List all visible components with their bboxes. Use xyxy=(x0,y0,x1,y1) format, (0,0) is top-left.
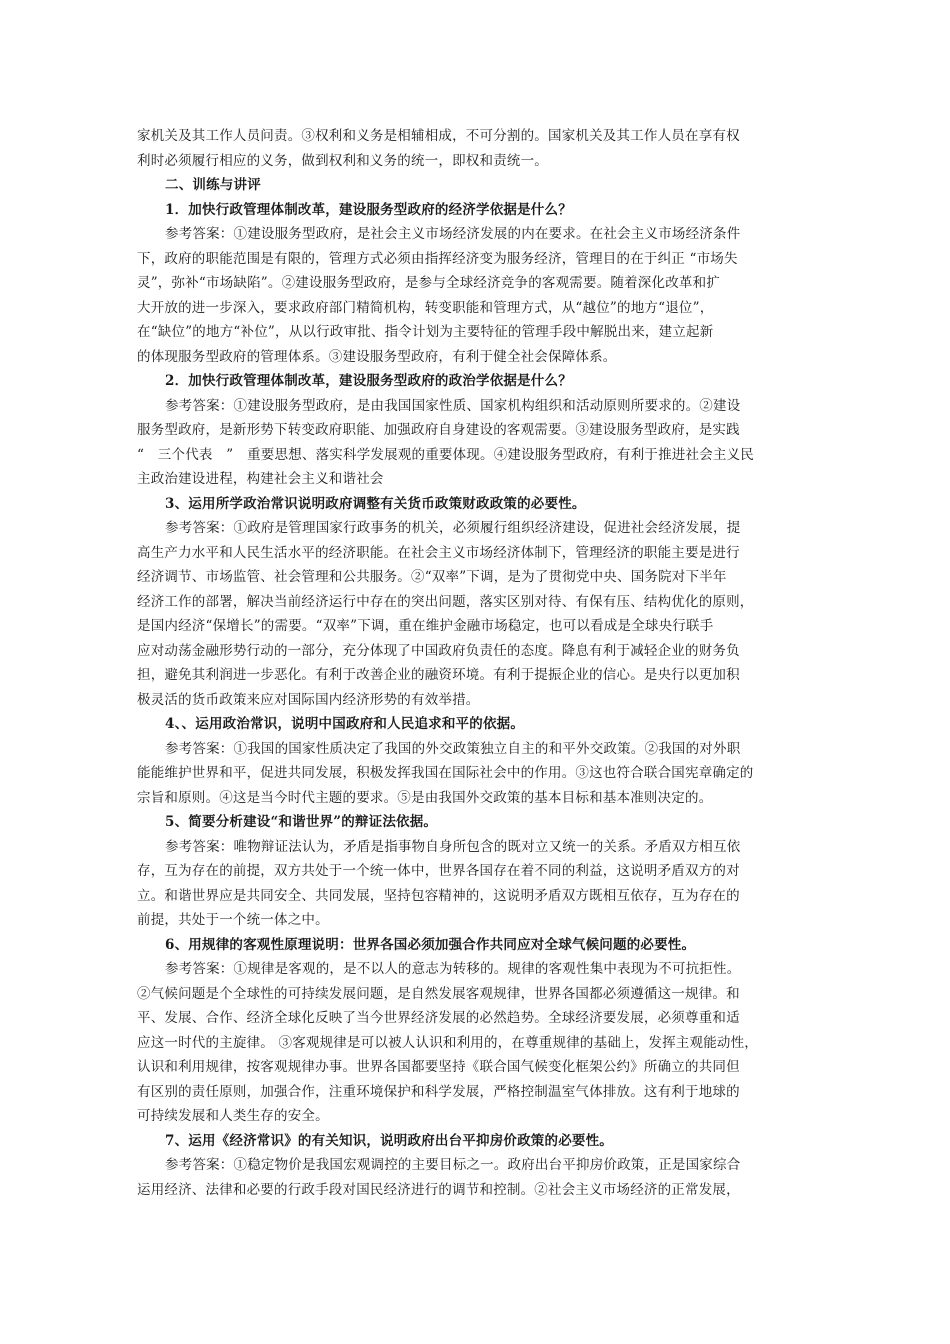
text-line: 在“缺位”的地方“补位”，从以行政审批、指令计划为主要特征的管理手段中解脱出来，建立起新 xyxy=(137,324,714,340)
text-line: 认识和利用规律，按客观规律办事。世界各国都要坚持《联合国气候变化框架公约》所确立的共同但 xyxy=(137,1059,740,1075)
section-heading: 二、训练与讲评 xyxy=(165,177,261,193)
text-line: 前提，共处于一个统一体之中。 xyxy=(137,912,329,928)
text-line: 存，互为存在的前提，双方共处于一个统一体中，世界各国存在着不同的利益，这说明矛盾双方的对 xyxy=(137,863,740,879)
text-line: 的体现服务型政府的管理体系。③建设服务型政府，有利于健全社会保障体系。 xyxy=(137,348,617,365)
text-line: 参考答案：①政府是管理国家行政事务的机关，必须履行组织经济建设，促进社会经济发展，提 xyxy=(165,520,741,536)
text-line: 立。和谐世界应是共同安全、共同发展，坚持包容精神的，这说明矛盾双方既相互依存，互为存在的 xyxy=(137,887,740,904)
text-line: 利时必须履行相应的义务，做到权利和义务的统一，即权和责统一。 xyxy=(137,152,548,169)
text-line: 参考答案：①建设服务型政府，是由我国国家性质、国家机构组织和活动原则所要求的。②建设 xyxy=(165,397,741,414)
text-line: 大开放的进一步深入，要求政府部门精简机构，转变职能和管理方式，从“越位”的地方“退位”， xyxy=(137,299,714,316)
text-line: 服务型政府，是新形势下转变政府职能、加强政府自身建设的客观需要。③建设服务型政府，是实践 xyxy=(137,422,740,438)
text-line: 可持续发展和人类生存的安全。 xyxy=(137,1108,329,1124)
text-line: 参考答案：①规律是客观的，是不以人的意志为转移的。规律的客观性集中表现为不可抗拒性。 xyxy=(165,961,741,977)
text-line: 平、发展、合作、经济全球化反映了当今世界经济发展的必然趋势。全球经济要发展，必须尊重和适 xyxy=(137,1010,740,1026)
section-heading: 2．加快行政管理体制改革，建设服务型政府的政治学依据是什么？ xyxy=(165,373,572,389)
text-line: 经济调节、市场监管、社会管理和公共服务。②“双率”下调，是为了贯彻党中央、国务院对下半年 xyxy=(137,569,727,585)
text-line: 家机关及其工作人员问责。③权利和义务是相辅相成，不可分割的。国家机关及其工作人员在享有权 xyxy=(137,128,740,144)
text-line: “ 三个代表 ” 重要思想、落实科学发展观的重要体现。④建设服务型政府，有利于推进社会主义民 xyxy=(137,446,755,463)
section-heading: 3、运用所学政治常识说明政府调整有关货币政策财政政策的必要性。 xyxy=(165,495,586,512)
text-line: 是国内经济“保增长”的需要。“双率”下调，重在维护金融市场稳定，也可以看成是全球央行联手 xyxy=(137,618,714,634)
text-line: 灵”，弥补“市场缺陷”。②建设服务型政府，是参与全球经济竞争的客观需要。随着深化改革和扩 xyxy=(137,275,721,291)
text-line: 主政治建设进程，构建社会主义和谐社会 xyxy=(137,471,384,487)
text-line: 能能维护世界和平，促进共同发展，积极发挥我国在国际社会中的作用。③这也符合联合国宪章确定的 xyxy=(137,765,754,781)
text-line: 经济工作的部署，解决当前经济运行中存在的突出问题，落实区别对待、有保有压、结构优化的原则， xyxy=(137,593,754,610)
text-line: 参考答案：唯物辩证法认为，矛盾是指事物自身所包含的既对立又统一的关系。矛盾双方相互依 xyxy=(165,838,741,855)
text-line: 应这一时代的主旋律。 ③客观规律是可以被人认识和利用的，在尊重规律的基础上，发挥主观能动性， xyxy=(137,1034,758,1051)
text-line: 参考答案：①建设服务型政府，是社会主义市场经济发展的内在要求。在社会主义市场经济条件 xyxy=(165,226,741,242)
text-line: 下，政府的职能范围是有限的，管理方式必须由指挥经济变为服务经济，管理目的在于纠正 “市场失 xyxy=(137,250,738,267)
text-line: 担，避免其利润进一步恶化。有利于改善企业的融资环境。有利于提振企业的信心。是央行以更加积 xyxy=(137,667,740,683)
section-heading: 7、运用《经济常识》的有关知识，说明政府出台平抑房价政策的必要性。 xyxy=(165,1132,613,1149)
section-heading: 4、、运用政治常识，说明中国政府和人民追求和平的依据。 xyxy=(165,716,525,732)
text-line: ②气候问题是个全球性的可持续发展问题，是自然发展客观规律，世界各国都必须遵循这一规律。和 xyxy=(137,985,740,1002)
text-line: 极灵活的货币政策来应对国际国内经济形势的有效举措。 xyxy=(137,691,480,708)
section-heading: 5、简要分析建设“和谐世界”的辩证法依据。 xyxy=(165,814,438,830)
text-line: 参考答案：①稳定物价是我国宏观调控的主要目标之一。政府出台平抑房价政策，正是国家综合 xyxy=(165,1157,741,1173)
document-body xyxy=(137,124,815,1202)
text-line: 高生产力水平和人民生活水平的经济职能。在社会主义市场经济体制下，管理经济的职能主要是进行 xyxy=(137,544,740,561)
text-line: 运用经济、法律和必要的行政手段对国民经济进行的调节和控制。②社会主义市场经济的正常发展， xyxy=(137,1181,740,1198)
section-heading: 6、用规律的客观性原理说明：世界各国必须加强合作共同应对全球气候问题的必要性。 xyxy=(165,936,696,953)
section-heading: 1．加快行政管理体制改革，建设服务型政府的经济学依据是什么？ xyxy=(165,201,572,218)
text-line: 有区别的责任原则，加强合作，注重环境保护和科学发展，严格控制温室气体排放。这有利于地球的 xyxy=(137,1083,740,1100)
text-line: 宗旨和原则。④这是当今时代主题的要求。⑤是由我国外交政策的基本目标和基本准则决定的。 xyxy=(137,789,713,806)
text-line: 应对动荡金融形势行动的一部分，充分体现了中国政府负责任的态度。降息有利于减轻企业的财务负 xyxy=(137,642,740,659)
text-line: 参考答案：①我国的国家性质决定了我国的外交政策独立自主的和平外交政策。②我国的对外职 xyxy=(165,740,741,757)
